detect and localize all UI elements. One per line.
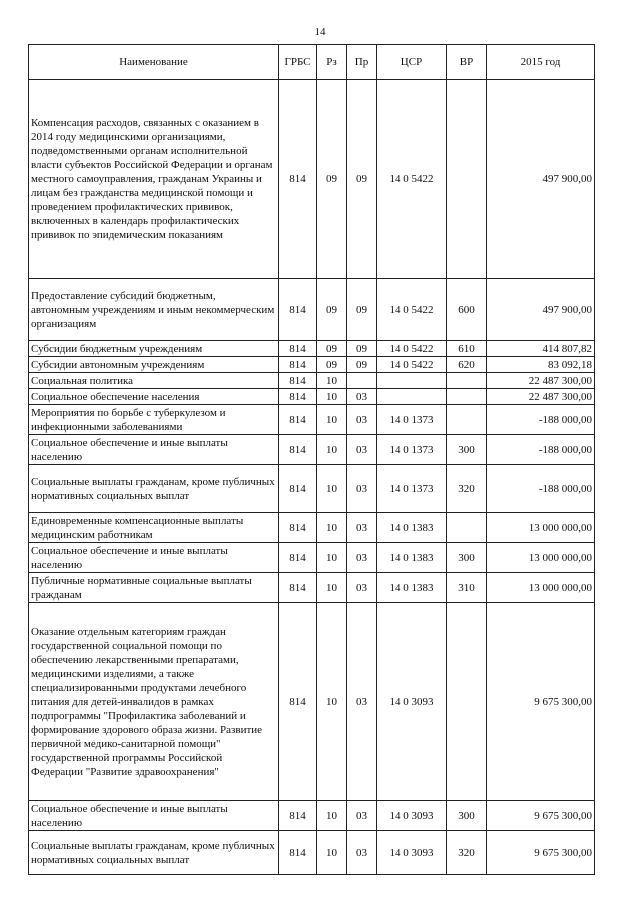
row-name: Оказание отдельным категориям граждан государственной социальной помощи по обеспечению лекарственными препаратами, медицинскими изделиями, а также специализированными продуктами лечебного питания для детей-инвалидов в рамках подпрограммы "Профилактика заболеваний и формирование здорового образа жизни. Развитие первичной медико-санитарной помощи" государственной программы Российской Федерации "Развитие здравоохранения" — [29, 603, 279, 801]
table-row — [29, 405, 595, 435]
table-row — [29, 357, 595, 373]
row-rz: 10 — [317, 513, 347, 543]
row-vr: 300 — [447, 543, 487, 573]
row-amount: 22 487 300,00 — [487, 389, 595, 405]
row-amount: -188 000,00 — [487, 465, 595, 513]
row-name: Социальное обеспечение и иные выплаты населению — [29, 801, 279, 831]
row-pr: 03 — [347, 801, 377, 831]
row-amount: 13 000 000,00 — [487, 543, 595, 573]
row-vr: 610 — [447, 341, 487, 357]
row-name: Социальное обеспечение и иные выплаты населению — [29, 435, 279, 465]
row-pr: 03 — [347, 435, 377, 465]
row-csr: 14 0 5422 — [377, 341, 447, 357]
table-row — [29, 543, 595, 573]
row-rz: 10 — [317, 405, 347, 435]
row-grbs: 814 — [279, 801, 317, 831]
budget-table — [28, 44, 595, 875]
row-csr — [377, 389, 447, 405]
table-header-row — [29, 45, 595, 80]
row-grbs: 814 — [279, 543, 317, 573]
row-csr — [377, 373, 447, 389]
row-csr: 14 0 3093 — [377, 831, 447, 875]
row-grbs: 814 — [279, 389, 317, 405]
row-amount: -188 000,00 — [487, 435, 595, 465]
row-grbs: 814 — [279, 341, 317, 357]
row-name: Мероприятия по борьбе с туберкулезом и инфекционными заболеваниями — [29, 405, 279, 435]
row-csr: 14 0 5422 — [377, 357, 447, 373]
row-grbs: 814 — [279, 465, 317, 513]
row-csr: 14 0 1373 — [377, 465, 447, 513]
row-vr: 300 — [447, 801, 487, 831]
row-amount: 9 675 300,00 — [487, 801, 595, 831]
row-pr: 03 — [347, 465, 377, 513]
header-year-2015: 2015 год — [487, 45, 595, 80]
row-name: Социальная политика — [29, 373, 279, 389]
row-grbs: 814 — [279, 831, 317, 875]
row-rz: 09 — [317, 80, 347, 279]
header-rz: Рз — [317, 45, 347, 80]
row-pr: 03 — [347, 603, 377, 801]
table-row — [29, 465, 595, 513]
page-number: 14 — [314, 26, 326, 38]
row-pr: 09 — [347, 357, 377, 373]
table-row — [29, 513, 595, 543]
row-csr: 14 0 1373 — [377, 405, 447, 435]
row-vr: 320 — [447, 465, 487, 513]
row-vr: 300 — [447, 435, 487, 465]
row-name: Субсидии бюджетным учреждениям — [29, 341, 279, 357]
row-amount: 497 900,00 — [487, 279, 595, 341]
row-rz: 10 — [317, 389, 347, 405]
row-pr: 03 — [347, 831, 377, 875]
table-row — [29, 279, 595, 341]
row-name: Субсидии автономным учреждениям — [29, 357, 279, 373]
table-row — [29, 341, 595, 357]
row-pr: 03 — [347, 573, 377, 603]
row-pr: 03 — [347, 513, 377, 543]
row-vr: 620 — [447, 357, 487, 373]
row-name: Социальные выплаты гражданам, кроме публичных нормативных социальных выплат — [29, 831, 279, 875]
table-row — [29, 80, 595, 279]
row-amount: 13 000 000,00 — [487, 513, 595, 543]
row-vr — [447, 603, 487, 801]
row-name: Социальные выплаты гражданам, кроме публичных нормативных социальных выплат — [29, 465, 279, 513]
row-csr: 14 0 3093 — [377, 603, 447, 801]
header-pr: Пр — [347, 45, 377, 80]
row-name: Социальное обеспечение и иные выплаты населению — [29, 543, 279, 573]
table-row — [29, 573, 595, 603]
row-grbs: 814 — [279, 573, 317, 603]
row-pr: 09 — [347, 341, 377, 357]
row-name: Публичные нормативные социальные выплаты гражданам — [29, 573, 279, 603]
row-vr — [447, 405, 487, 435]
row-csr: 14 0 1373 — [377, 435, 447, 465]
row-grbs: 814 — [279, 373, 317, 389]
table-row — [29, 801, 595, 831]
row-rz: 10 — [317, 465, 347, 513]
row-pr: 09 — [347, 279, 377, 341]
row-pr: 03 — [347, 543, 377, 573]
row-name: Социальное обеспечение населения — [29, 389, 279, 405]
row-rz: 09 — [317, 341, 347, 357]
row-amount: -188 000,00 — [487, 405, 595, 435]
row-name: Компенсация расходов, связанных с оказанием в 2014 году медицинскими организациями, подведомственными органам исполнительной власти субъектов Российской Федерации и органам местного самоуправления, гражданам Украины и лицам без гражданства медицинской помощи и проведением профилактических прививок, включенных в календарь профилактических прививок по эпидемическим показаниям — [29, 80, 279, 279]
table-row — [29, 831, 595, 875]
table-row — [29, 389, 595, 405]
row-rz: 09 — [317, 357, 347, 373]
row-grbs: 814 — [279, 80, 317, 279]
header-grbs: ГРБС — [279, 45, 317, 80]
row-rz: 10 — [317, 543, 347, 573]
row-vr: 310 — [447, 573, 487, 603]
table-row — [29, 435, 595, 465]
row-csr: 14 0 1383 — [377, 513, 447, 543]
header-csr: ЦСР — [377, 45, 447, 80]
row-name: Предоставление субсидий бюджетным, автономным учреждениям и иным некоммерческим организациям — [29, 279, 279, 341]
row-rz: 10 — [317, 573, 347, 603]
row-csr: 14 0 1383 — [377, 573, 447, 603]
row-amount: 83 092,18 — [487, 357, 595, 373]
row-amount: 497 900,00 — [487, 80, 595, 279]
row-amount: 13 000 000,00 — [487, 573, 595, 603]
row-csr: 14 0 5422 — [377, 80, 447, 279]
row-vr — [447, 389, 487, 405]
row-amount: 9 675 300,00 — [487, 603, 595, 801]
header-name: Наименование — [29, 45, 279, 80]
table-row — [29, 603, 595, 801]
row-rz: 10 — [317, 603, 347, 801]
row-amount: 22 487 300,00 — [487, 373, 595, 389]
row-name: Единовременные компенсационные выплаты медицинским работникам — [29, 513, 279, 543]
row-vr: 320 — [447, 831, 487, 875]
row-grbs: 814 — [279, 435, 317, 465]
row-rz: 10 — [317, 435, 347, 465]
row-csr: 14 0 5422 — [377, 279, 447, 341]
row-grbs: 814 — [279, 357, 317, 373]
row-rz: 10 — [317, 801, 347, 831]
row-grbs: 814 — [279, 405, 317, 435]
row-grbs: 814 — [279, 603, 317, 801]
row-pr — [347, 373, 377, 389]
row-csr: 14 0 1383 — [377, 543, 447, 573]
row-grbs: 814 — [279, 513, 317, 543]
row-pr: 09 — [347, 80, 377, 279]
row-vr — [447, 373, 487, 389]
row-amount: 414 807,82 — [487, 341, 595, 357]
row-csr: 14 0 3093 — [377, 801, 447, 831]
row-amount: 9 675 300,00 — [487, 831, 595, 875]
row-rz: 10 — [317, 373, 347, 389]
row-grbs: 814 — [279, 279, 317, 341]
table-row — [29, 373, 595, 389]
row-vr — [447, 513, 487, 543]
row-pr: 03 — [347, 389, 377, 405]
header-vr: ВР — [447, 45, 487, 80]
row-pr: 03 — [347, 405, 377, 435]
row-vr — [447, 80, 487, 279]
row-rz: 10 — [317, 831, 347, 875]
row-rz: 09 — [317, 279, 347, 341]
row-vr: 600 — [447, 279, 487, 341]
